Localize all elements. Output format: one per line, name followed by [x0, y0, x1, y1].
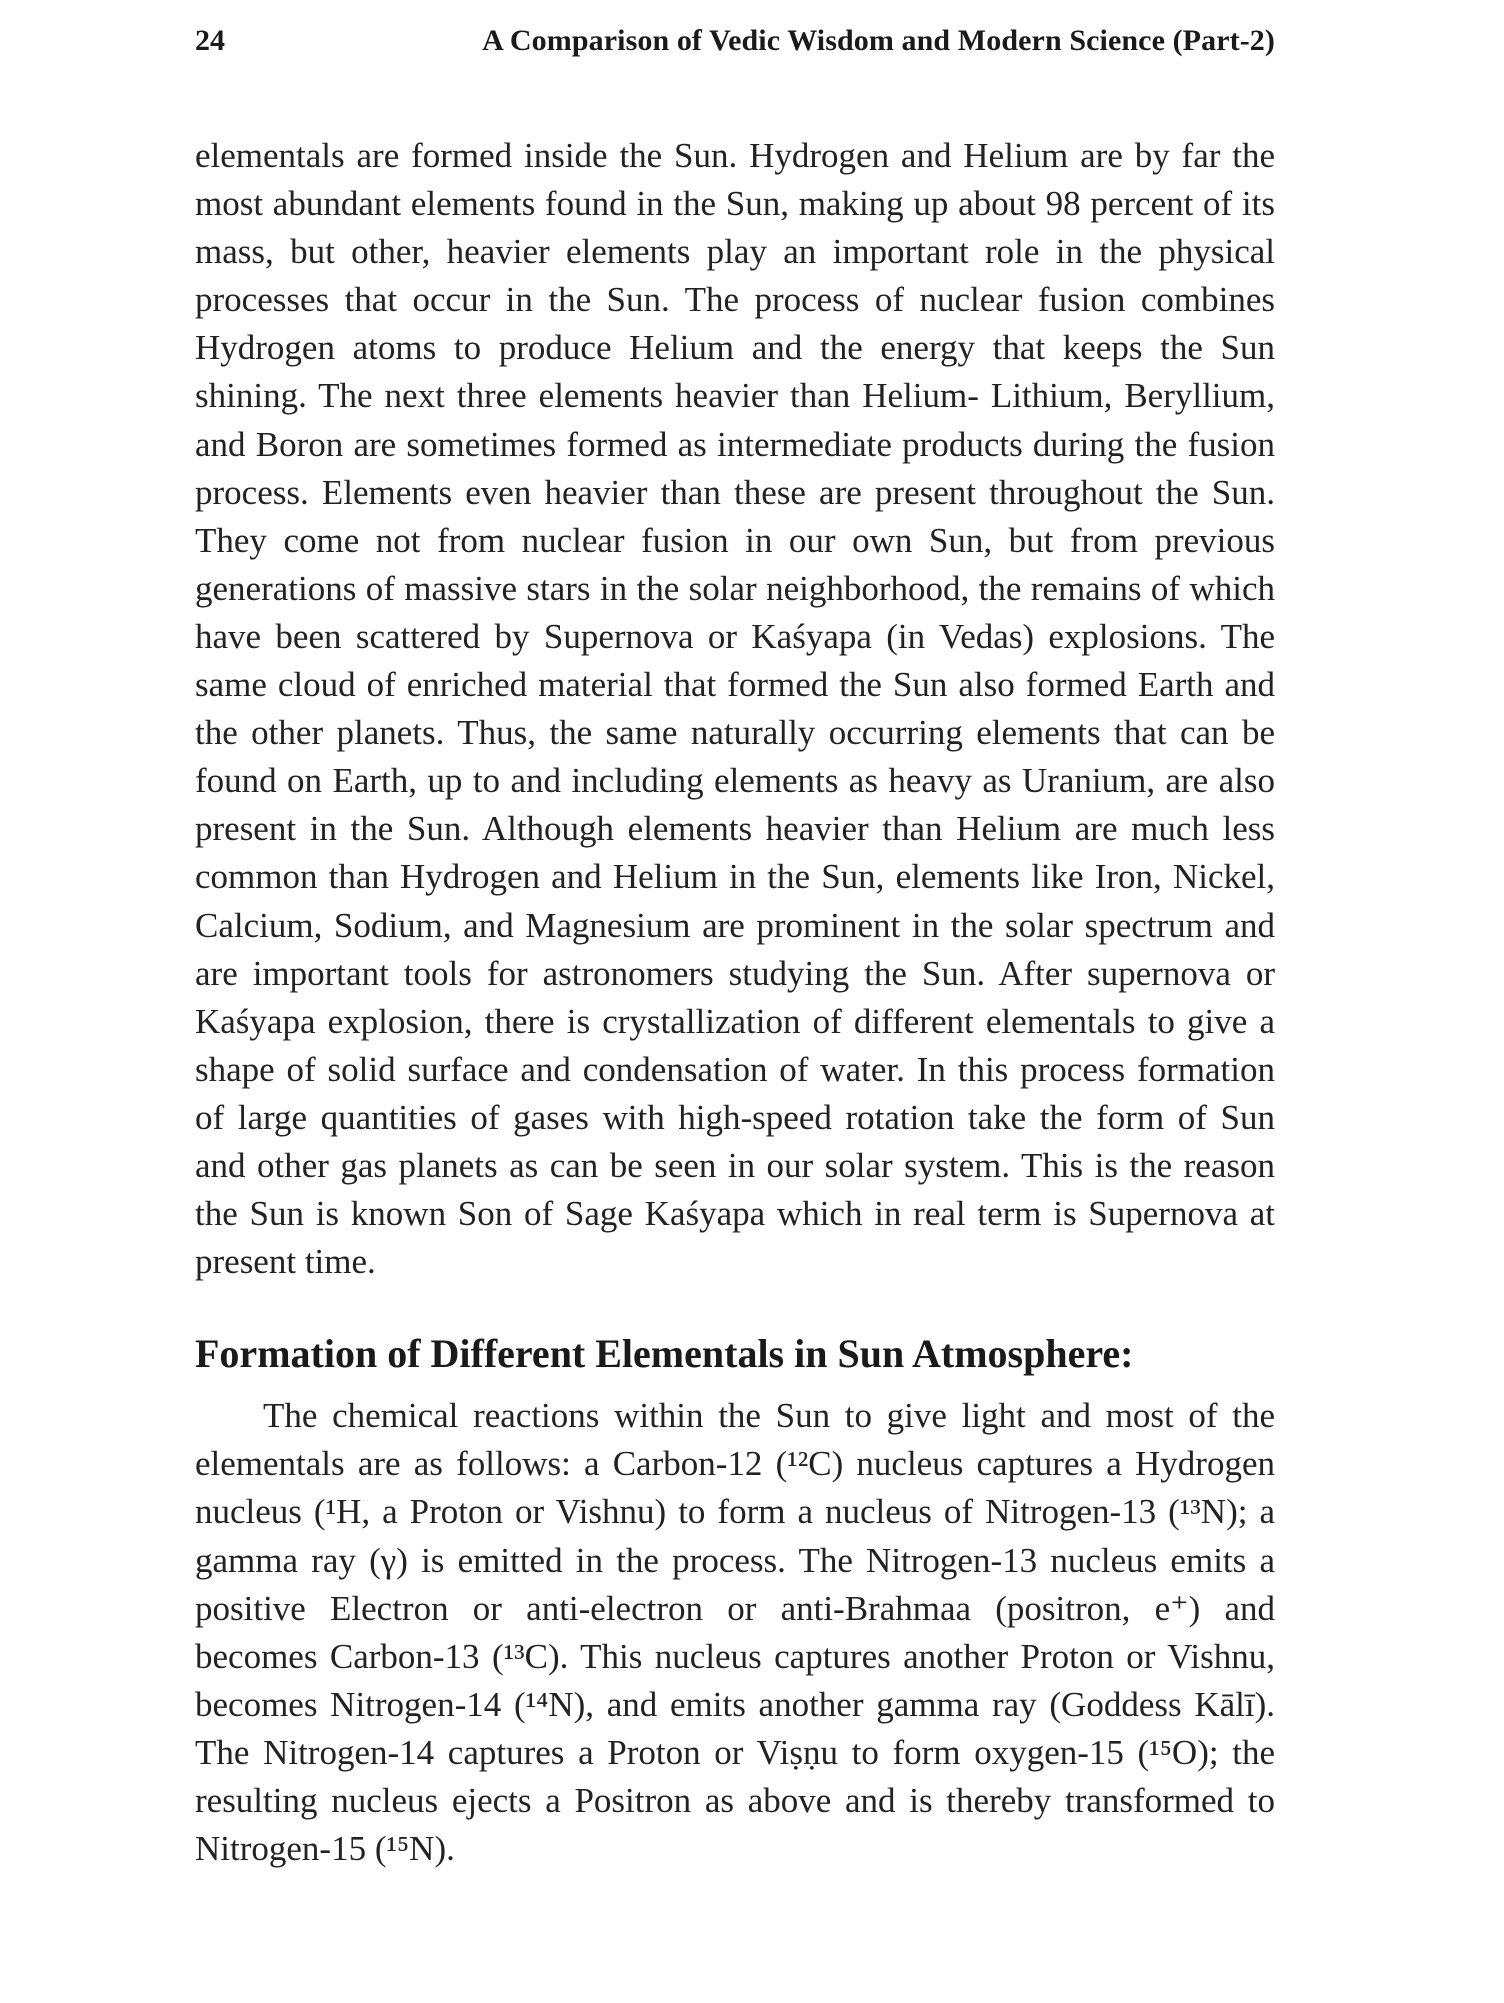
running-title: A Comparison of Vedic Wisdom and Modern Science (Part-2) — [482, 24, 1275, 57]
body-paragraph: elementals are formed inside the Sun. Hydrogen and Helium are by far the most abundant elements found in the Sun, making up about 98 percent of its mass, but other, heavier elements play an important role in the physical processes that occur in the Sun. The process of nuclear fusion combines Hydrogen atoms to produce Helium and the energy that keeps the Sun shining. The next three elements heavier than Helium- Lithium, Beryllium, and Boron are sometimes formed as intermediate products during the fusion process. Elements even heavier than these are present throughout the Sun. They come not from nuclear fusion in our own Sun, but from previous generations of massive stars in the solar neighborhood, the remains of which have been scattered by Supernova or Kaśyapa (in Vedas) explosions. The same cloud of enriched material that formed the Sun also formed Earth and the other planets. Thus, the same naturally occurring elements that can be found on Earth, up to and including elements as heavy as Uranium, are also present in the Sun. Although elements heavier than Helium are much less common than Hydrogen and Helium in the Sun, elements like Iron, Nickel, Calcium, Sodium, and Magnesium are prominent in the solar spectrum and are important tools for astronomers studying the Sun. After supernova or Kaśyapa explosion, there is crystallization of different elementals to give a shape of solid surface and condensation of water. In this process formation of large quantities of gases with high-speed rotation take the form of Sun and other gas planets as can be seen in our solar system. This is the reason the Sun is known Son of Sage Kaśyapa which in real term is Supernova at present time. — [195, 136, 1275, 1282]
page-number: 24 — [195, 24, 225, 57]
book-page — [195, 24, 1275, 1873]
body-paragraph: The chemical reactions within the Sun to give light and most of the elementals are as follows: a Carbon-12 (¹²C) nucleus captures a Hydrogen nucleus (¹H, a Proton or Vishnu) to form a nucleus of Nitrogen-13 (¹³N); a gamma ray (γ) is emitted in the process. The Nitrogen-13 nucleus emits a positive Electron or anti-electron or anti-Brahmaa (positron, e⁺) and becomes Carbon-13 (¹³C). This nucleus captures another Proton or Vishnu, becomes Nitrogen-14 (¹⁴N), and emits another gamma ray (Goddess Kālī). The Nitrogen-14 captures a Proton or Viṣṇu to form oxygen-15 (¹⁵O); the resulting nucleus ejects a Positron as above and is thereby transformed to Nitrogen-15 (¹⁵N). — [195, 1396, 1275, 1869]
running-head — [195, 24, 1275, 74]
section-heading: Formation of Different Elementals in Sun Atmosphere: — [195, 1331, 1134, 1377]
